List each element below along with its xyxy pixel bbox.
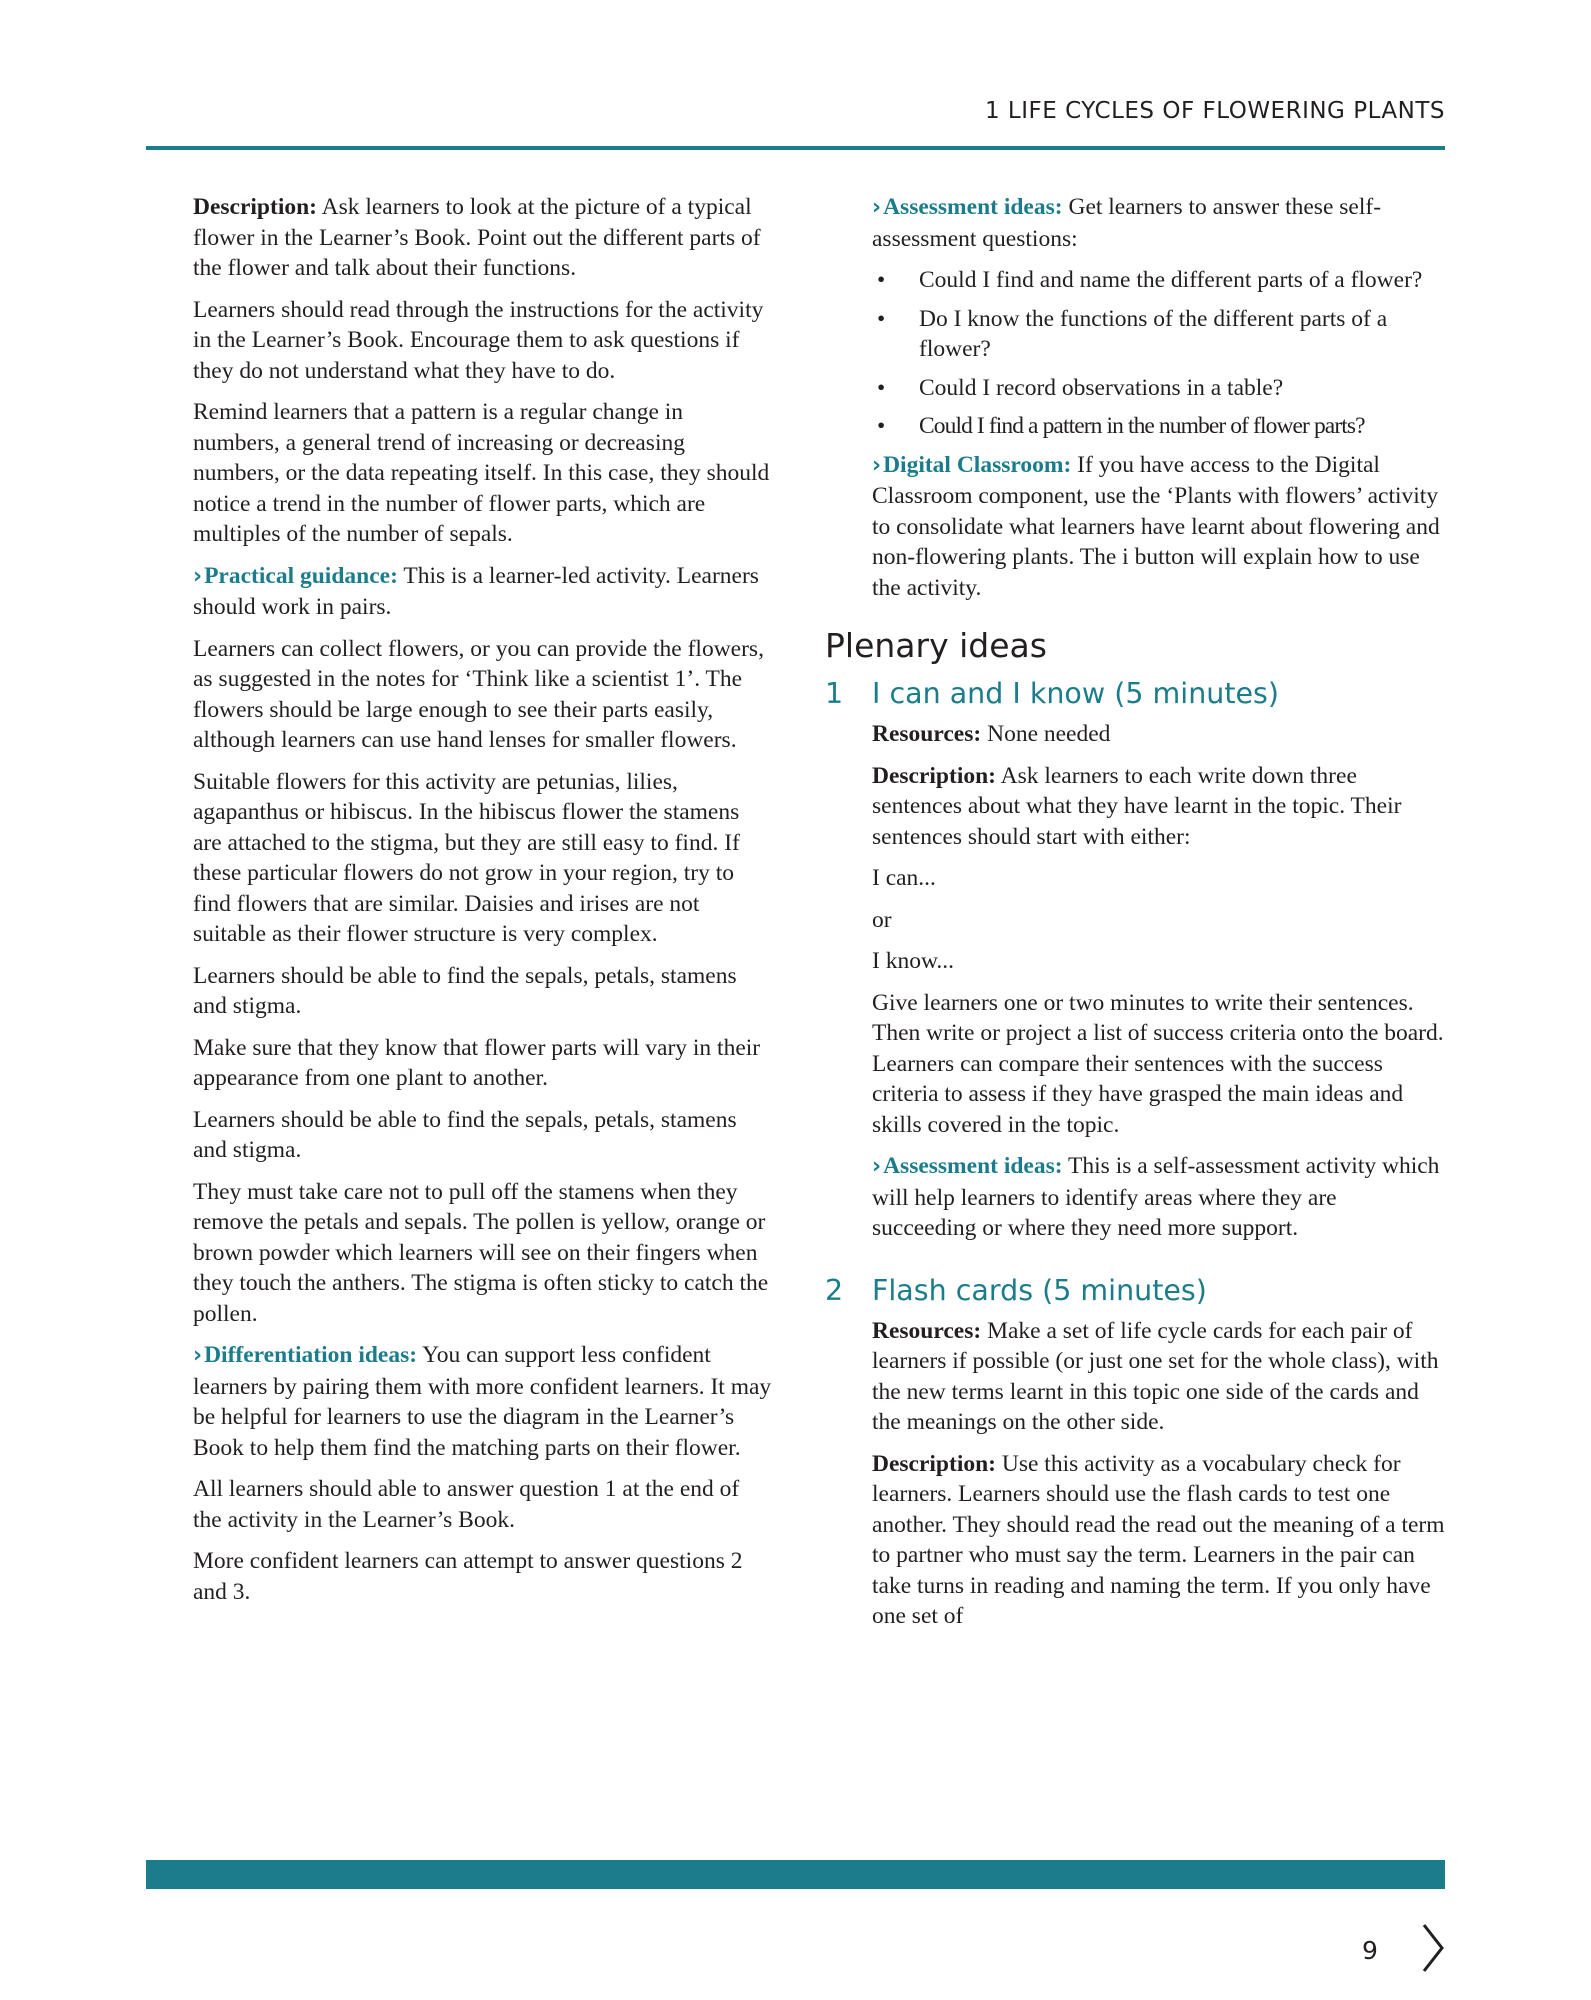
list-item-text: Could I find a pattern in the number of flower parts?	[919, 413, 1365, 439]
assessment-text: Get learners to answer these self-assessment questions:	[872, 194, 1382, 252]
differentiation-label: Differentiation ideas:	[204, 1342, 418, 1368]
confident-learners-paragraph: More confident learners can attempt to answer questions 2 and 3.	[193, 1548, 743, 1605]
practical-guidance-text: This is a learner-led activity. Learners should work in pairs.	[193, 562, 759, 620]
assessment-label: Assessment ideas:	[883, 194, 1063, 220]
plenary-1-body	[872, 719, 1445, 1244]
find-parts-paragraph-2: Learners should be able to find the sepals, petals, stamens and stigma.	[193, 1106, 737, 1163]
plenary-1-description	[872, 761, 1445, 853]
list-item	[872, 373, 1445, 404]
plenary-2-description	[872, 1449, 1445, 1632]
resources-label: Resources:	[872, 721, 982, 747]
bullet-icon: •	[877, 305, 886, 332]
bullet-icon: •	[877, 413, 885, 439]
left-column	[193, 192, 773, 1618]
description-label: Description:	[193, 194, 318, 220]
next-page-arrow-icon[interactable]	[1420, 1922, 1446, 1974]
plenary-1-number: 1	[825, 677, 844, 710]
assessment-paragraph	[872, 192, 1445, 254]
self-assessment-list	[872, 265, 1445, 442]
description-text: Ask learners to each write down three sentences about what they have learnt in the topic. Their sentences should start with either:	[872, 762, 1402, 850]
assessment-label: Assessment ideas:	[883, 1153, 1063, 1179]
suitable-flowers-paragraph: Suitable flowers for this activity are petunias, lilies, agapanthus or hibiscus. In the hibiscus flower the stamens are attached to the stigma, but they are still easy to find. If these particular flowers do not grow in your region, try to find flowers that are similar. Daisies and irises are not suitable as their flower structure is very complex.	[193, 768, 740, 947]
plenary-2-body	[872, 1316, 1445, 1632]
digital-classroom-label: Digital Classroom:	[883, 451, 1072, 478]
plenary-2-title: Flash cards (5 minutes)	[872, 1273, 1207, 1307]
digital-classroom-text: If you have access to the Digital Classroom component, use the ‘Plants with flowers’ activity to consolidate what learners have learnt about flowering and non-flowering plants. The i button will explain how to use the activity.	[872, 451, 1440, 601]
or-line: or	[872, 906, 892, 933]
plenary-ideas-heading: Plenary ideas	[825, 626, 1047, 665]
plenary-1-heading	[825, 677, 1445, 711]
description-label: Description:	[872, 1450, 997, 1477]
description-paragraph	[193, 192, 773, 284]
i-know-line: I know...	[872, 948, 955, 974]
header-rule	[146, 146, 1445, 150]
bullet-icon: •	[877, 267, 886, 293]
resources-text: Make a set of life cycle cards for each pair of learners if possible (or just one set for the whole class), with the new terms learnt in this topic one side of the cards and the meanings on the other side.	[872, 1317, 1439, 1435]
plenary-2-resources	[872, 1316, 1445, 1438]
bullet-icon: •	[877, 374, 886, 401]
differentiation-text: You can support less confident learners by pairing them with more confident learners. It may be helpful for learners to use the diagram in the Learner’s Book to help them find the matching parts on their flower.	[193, 1342, 772, 1461]
practical-guidance-paragraph	[193, 561, 773, 623]
practical-guidance-label: Practical guidance:	[204, 562, 398, 589]
footer-band	[146, 1860, 1445, 1889]
chevron-right-icon: ›	[872, 195, 882, 220]
differentiation-paragraph	[193, 1340, 773, 1463]
assessment-block	[872, 192, 1445, 603]
assessment-text: This is a self-assessment activity which will help learners to identify areas where they are succeeding or where they need more support.	[872, 1153, 1440, 1241]
instructions-paragraph: Learners should read through the instructions for the activity in the Learner’s Book. Encourage them to ask questions if they do not understand what they have to do.	[193, 296, 764, 384]
description-label: Description:	[872, 762, 997, 789]
digital-classroom-paragraph	[872, 450, 1445, 604]
chevron-right-icon: ›	[193, 1343, 203, 1368]
list-item	[872, 304, 1445, 365]
plenary-1-assessment	[872, 1151, 1445, 1244]
right-column	[825, 192, 1445, 1643]
list-item	[872, 265, 1445, 296]
description-text: Use this activity as a vocabulary check for learners. Learners should use the flash cards to test one another. They should read the read out the meaning of a term to partner who must say the term. Learners in the pair can take turns in reading and naming the term. If you only have one set of	[872, 1450, 1445, 1629]
vary-paragraph: Make sure that they know that flower parts will vary in their appearance from one plant to another.	[193, 1034, 761, 1091]
chevron-right-icon: ›	[193, 563, 203, 589]
resources-label: Resources:	[872, 1317, 982, 1344]
list-item-text: Could I record observations in a table?	[919, 374, 1284, 401]
i-can-line: I can...	[872, 865, 936, 891]
find-parts-paragraph: Learners should be able to find the sepals, petals, stamens and stigma.	[193, 962, 737, 1019]
give-learners-paragraph: Give learners one or two minutes to write their sentences. Then write or project a list of success criteria onto the board. Learners can compare their sentences with the success criteria to assess if they have grasped the main ideas and skills covered in the topic.	[872, 989, 1444, 1138]
plenary-2-number: 2	[825, 1273, 844, 1307]
description-text: Ask learners to look at the picture of a typical flower in the Learner’s Book. Point out the different parts of the flower and talk about their functions.	[193, 194, 761, 281]
chevron-right-icon: ›	[872, 1154, 882, 1179]
list-item-text: Could I find and name the different parts of a flower?	[919, 267, 1423, 293]
plenary-1-title: I can and I know (5 minutes)	[872, 677, 1280, 710]
chevron-right-icon: ›	[872, 452, 882, 478]
pattern-paragraph: Remind learners that a pattern is a regular change in numbers, a general trend of increasing or decreasing numbers, or the data repeating itself. In this case, they should notice a trend in the number of flower parts, which are multiples of the number of sepals.	[193, 399, 770, 547]
all-learners-paragraph: All learners should able to answer question 1 at the end of the activity in the Learner’s Book.	[193, 1476, 740, 1533]
list-item	[872, 411, 1445, 442]
collect-flowers-paragraph: Learners can collect flowers, or you can provide the flowers, as suggested in the notes for ‘Think like a scientist 1’. The flowers should be large enough to see their parts easily, although learners can use hand lenses for smaller flowers.	[193, 635, 764, 753]
plenary-1-resources	[872, 719, 1445, 750]
stamens-care-paragraph: They must take care not to pull off the stamens when they remove the petals and sepals. The pollen is yellow, orange or brown powder which learners will see on their fingers when they touch the anthers. The stigma is often sticky to catch the pollen.	[193, 1178, 769, 1327]
plenary-2-heading	[825, 1274, 1445, 1308]
running-head: 1 LIFE CYCLES OF FLOWERING PLANTS	[984, 98, 1445, 124]
list-item-text: Do I know the functions of the different parts of a flower?	[919, 305, 1388, 362]
page-number: 9	[1362, 1936, 1378, 1965]
resources-text: None needed	[981, 721, 1111, 747]
